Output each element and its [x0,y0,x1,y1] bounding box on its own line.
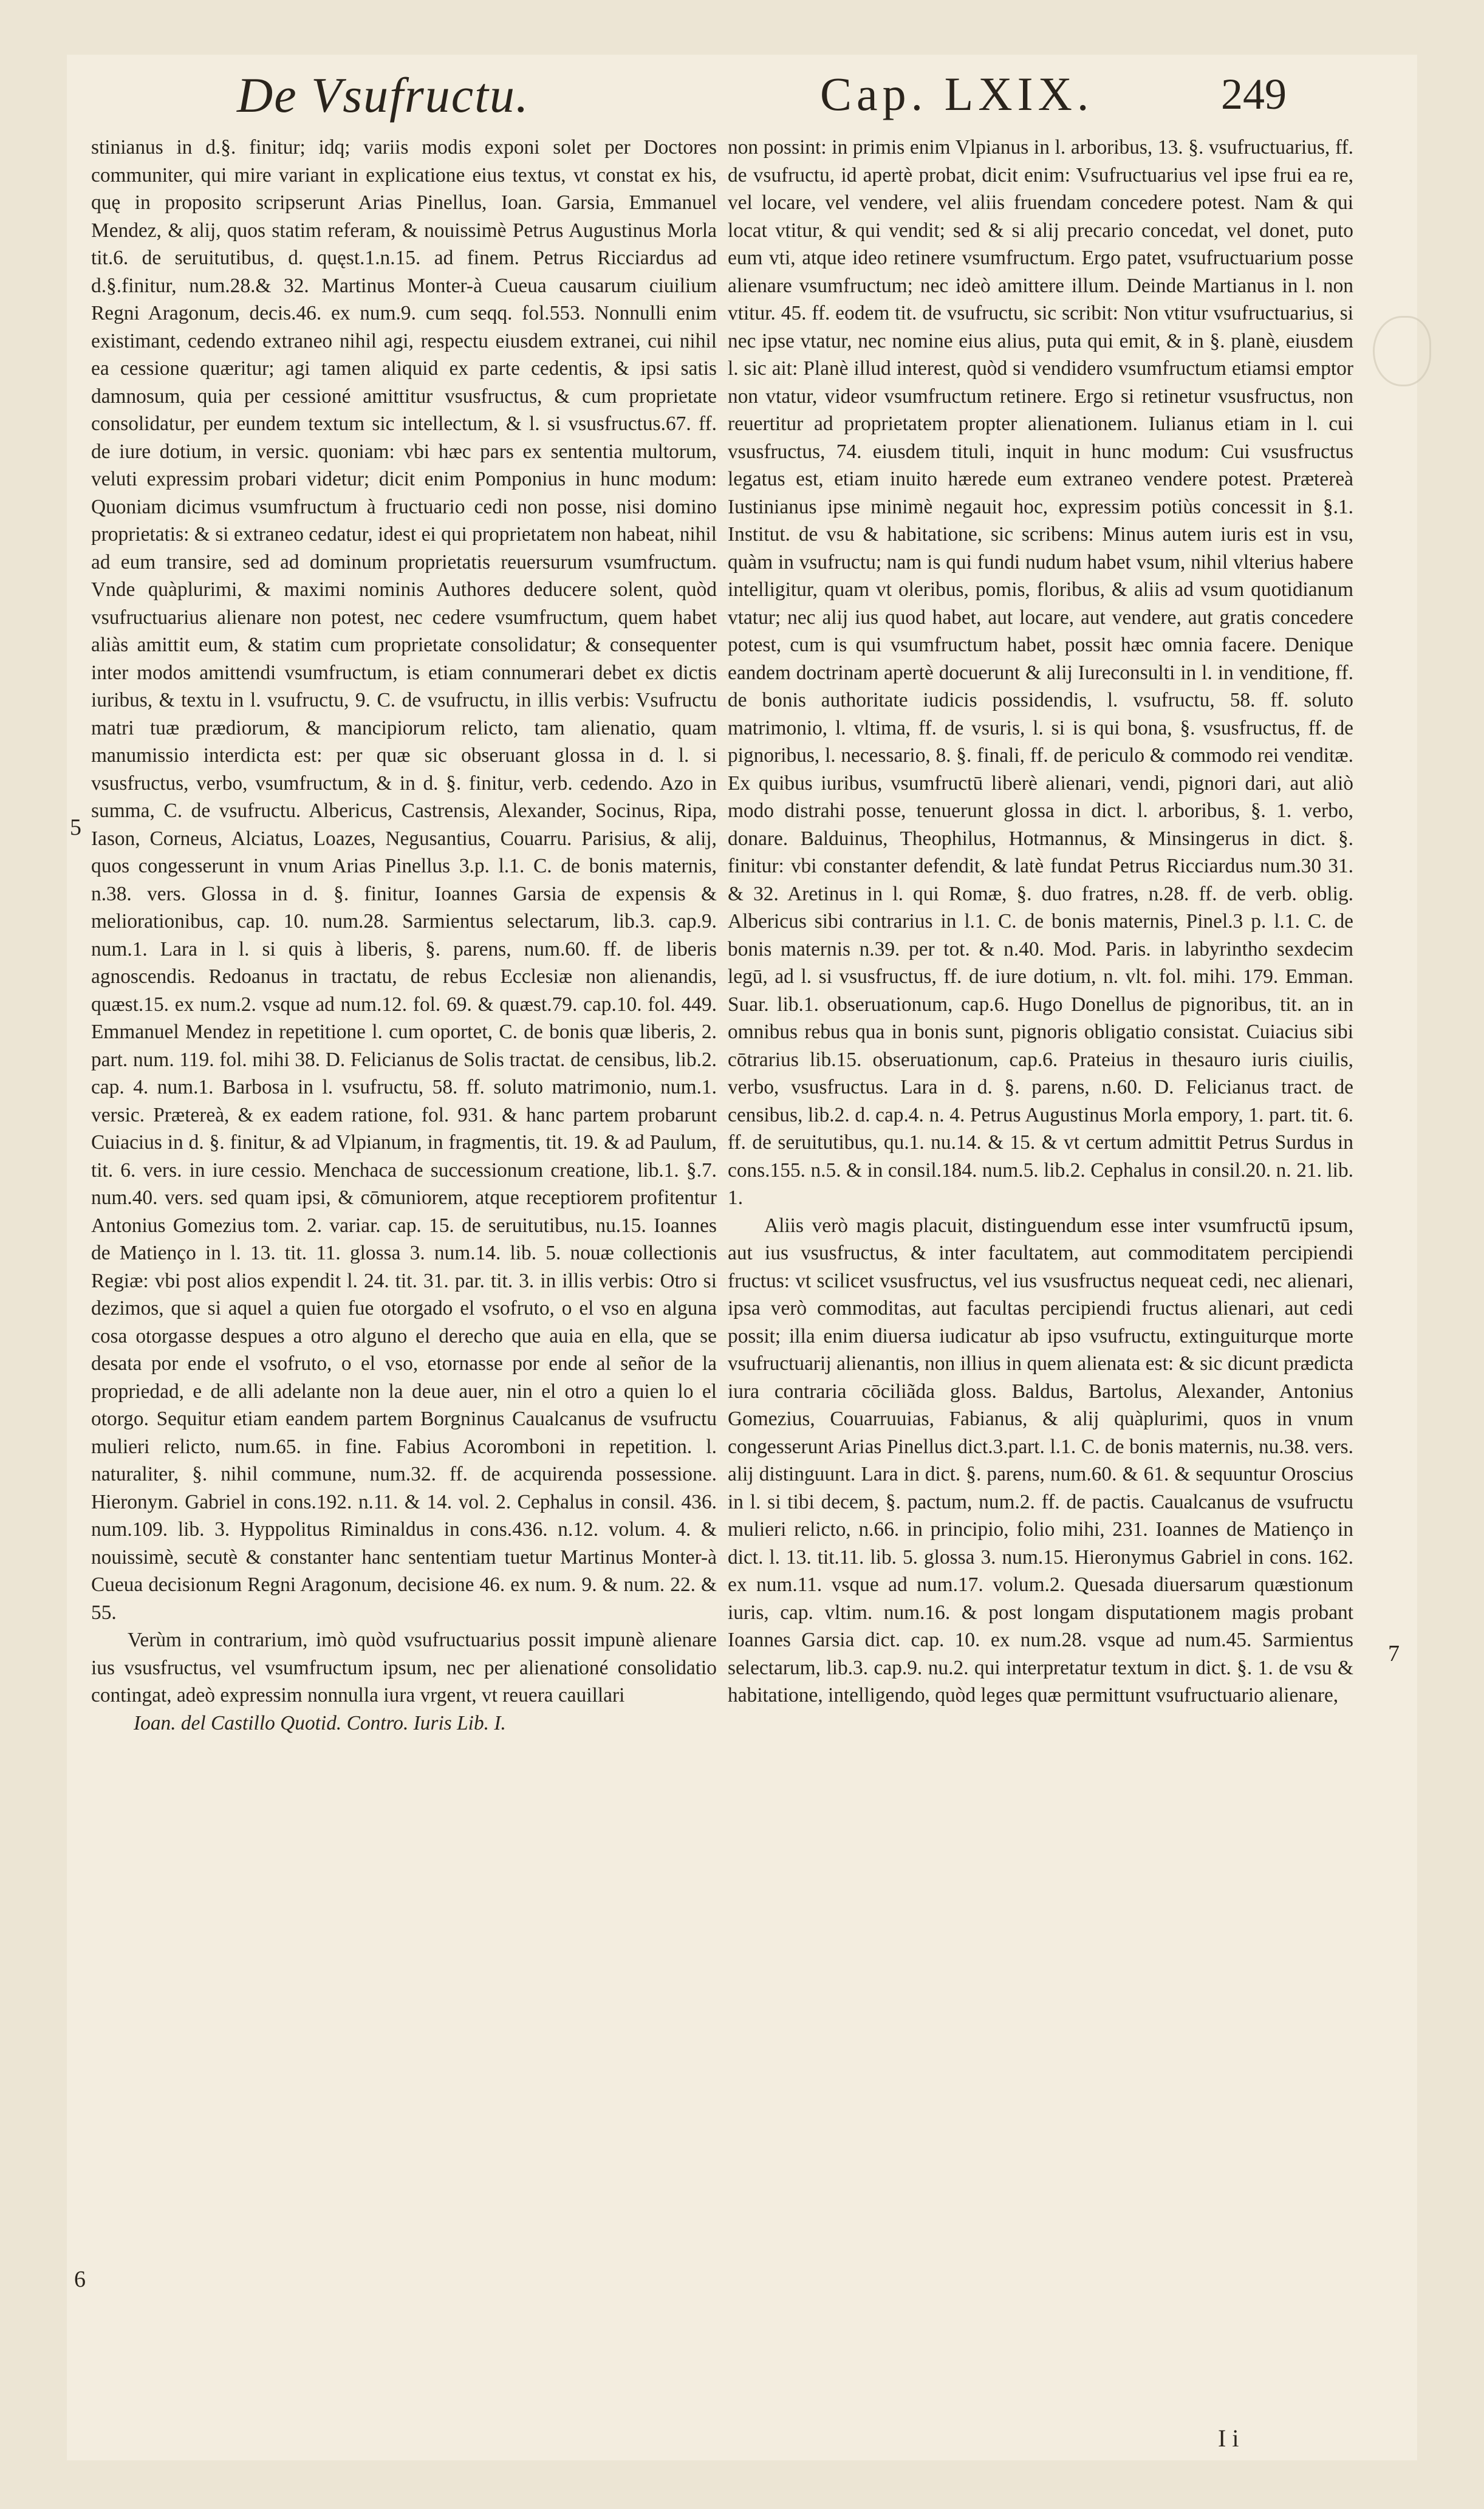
right-paragraph-2: Aliis verò magis placuit, distinguendum esse inter vsumfructū ipsum, aut ius vsusfructus, & inter facultatem, aut commoditatem percipiendi fructus: vt scilicet vsusfructus, vel ius vsusfructus nequeat cedi, nec alienari, ipsa verò commoditas, aut facultas percipiendi fructus alienari, aut cedi possit; illa enim diuersa iudicatur ab ipso vsufructu, extinguiturque morte vsufructuarij alienantis, non illius in quem alienata est: & sic dicunt prædicta iura contraria cōciliãda gloss. Baldus, Bartolus, Alexander, Antonius Gomezius, Couarruuias, Fabianus, & alij quàplurimi, quos in vnum congesserunt Arias Pinellus dict.3.part. l.1. C. de bonis maternis, nu.38. vers. alij distinguunt. Lara in dict. §. parens, num.60. & 61. & sequuntur Oroscius in l. si tibi decem, §. pactum, num.2. ff. de pactis. Caualcanus de vsufructu mulieri relicto, n.66. in principio, folio mihi, 231. Ioannes de Matienço in dict. l. 13. tit.11. lib. 5. glossa 3. num.15. Hieronymus Gabriel in cons. 162. ex num.11. vsque ad num.17. volum.2. Quesada diuersarum quæstionum iuris, cap. vltim. num.16. & post longam disputationem magis probant Ioannes Garsia dict. cap. 10. ex num.28. vsque ad num.45. Sarmientus selectarum, lib.3. cap.9. nu.2. qui interpretatur textum in dict. §. 1. de vsu & habitatione, intelligendo, quòd leges quæ permittunt vsufructuario alienare, [728,1214,1353,1706]
paper-stain [1373,316,1431,386]
header-title: De Vsufructu. [237,67,530,123]
right-column [728,134,1353,2442]
signature-mark: I i [1218,2425,1239,2452]
right-paragraph-1: non possint: in primis enim Vlpianus in l. arboribus, 13. §. vsufructuarius, ff. de vsufructu, id apertè probat, dicit enim: Vsufructuarius vel ipse frui ea re, vel locare, vel vendere, vel aliis fruendam concedere potest. Nam & qui locat vtitur, & qui vendit; sed & si alij precario concedat, vel donet, puto eum vti, atque ideo retinere vsumfructum. Ergo patet, vsufructuarium posse alienare vsumfructum; nec ideò amittere illum. Deinde Martianus in l. non vtitur. 45. ff. eodem tit. de vsufructu, sic scribit: Non vtitur vsufructuarius, si nec ipse vtatur, nec nomine eius alius, puta qui emit, & in §. planè, eiusdem l. sic ait: Planè illud interest, quòd si vendidero vsumfructum etiamsi emptor non vtatur, videor vsumfructum retinere. Ergo si retinetur vsusfructus, non reuertitur ad proprietatem propter alienationem. Iulianus etiam in l. cui vsusfructus, 74. eiusdem tituli, inquit in hunc modum: Cui vsusfructus legatus est, etiam inuito hærede eum extraneo vendere potest. Prætereà Iustinianus ipse minimè negauit hoc, expressim potiùs concessit in §.1. Institut. de vsu & habitatione, sic scribens: Minus autem iuris est in vsu, quàm in vsufructu; nam is qui fundi nudum habet vsum, nihil vlterius habere intelligitur, quam vt oleribus, pomis, floribus, & aliis ad vsum quotidianum vtatur; nec alij ius quod habet, aut locare, aut vendere, aut gratis concedere potest, cum is qui vsumfructum habet, possit hæc omnia facere. Denique eandem doctrinam apertè docuerunt & alij Iureconsulti in l. in venditione, ff. de bonis authoritate iudicis possidendis, l. vsufructu, 58. ff. soluto matrimonio, l. vltima, ff. de vsuris, l. si is qui bona, §. vsusfructus, ff. de pignoribus, l. necessario, 8. §. finali, ff. de periculo & commodo rei venditæ. Ex quibus iuribus, vsumfructū liberè alienari, vendi, pignori dari, aut aliò modo distrahi posse, tenuerunt glossa in dict. l. arboribus, §. 1. verbo, donare. Balduinus, Theophilus, Hotmannus, & Minsingerus in dict. §. finitur: vbi constanter defendit, & latè fundat Petrus Ricciardus num.30 31. & 32. Aretinus in l. qui Romæ, §. duo fratres, n.28. ff. de verb. oblig. Albericus sibi contrarius in l.1. C. de bonis maternis, Pinel.3 p. l.1. C. de bonis maternis n.39. per tot. & n.40. Mod. Paris. in labyrintho sexdecim legū, ad l. si vsusfructus, ff. de iure dotium, n. vlt. fol. mihi. 179. Emman. Suar. lib.1. obseruationum, cap.6. Hugo Donellus de pignoribus, tit. an in omnibus rebus qua in bonis sunt, pignoris obligatio consistat. Cuiacius sibi cōtrarius lib.15. obseruationum, cap.6. Prateius in thesauro iuris ciuilis, verbo, vsusfructus. Lara in d. §. parens, n.60. D. Felicianus tract. de censibus, lib.2. d. cap.4. n. 4. Petrus Augustinus Morla empory, 1. part. tit. 6. ff. de seruitutibus, qu.1. nu.14. & 15. & vt certum admittit Petrus Surdus in cons.155. n.5. & in consil.184. num.5. lib.2. Cephalus in consil.20. n. 21. lib. 1. [728,136,1353,1209]
left-footer: Ioan. del Castillo Quotid. Contro. Iuris Lib. I. [134,1711,506,1734]
left-column [91,134,717,2442]
margin-number-6: 6 [74,2267,86,2292]
page-number: 249 [1221,70,1287,118]
left-paragraph-2: Verùm in contrarium, imò quòd vsufructuarius possit impunè alienare ius vsusfructus, vel vsumfructum ipsum, nec per alienationé consolidatio contingat, adeò expressim nonnulla iura vrgent, vt reuera cauillari [91,1629,717,1706]
running-header [67,55,1417,134]
margin-number-5: 5 [70,815,81,840]
left-paragraph-1: stinianus in d.§. finitur; idq; variis modis exponi solet per Doctores communiter, qui mire variant in explicatione eius textus, vt constat ex his, quę in proposito scripserunt Arias Pinellus, Ioan. Garsia, Emmanuel Mendez, & alij, quos statim referam, & nouissimè Petrus Augustinus Morla tit.6. de seruitutibus, d. quęst.1.n.15. ad finem. Petrus Ricciardus ad d.§.finitur, num.28.& 32. Martinus Monter-à Cueua causarum ciuilium Regni Aragonum, decis.46. ex num.9. cum seqq. fol.553. Nonnulli enim existimant, cedendo extraneo nihil agi, respectu eiusdem extranei, cui nihil ea cessione quæritur; agi tamen aliquid ex parte cedentis, & ipsi satis damnosum, quia per cessioné amittitur vsusfructus, & cum proprietate consolidatur, per eundem textum sic intellectum, & l. si vsusfructus.67. ff. de iure dotium, in versic. quoniam: vbi hæc pars ex sententia multorum, veluti expressim probari videtur; dicit enim Pomponius in hunc modum: Quoniam dicimus vsumfructum à fructuario cedi non posse, nisi domino proprietatis: & si extraneo cedatur, idest ei qui proprietatem non habeat, nihil ad eum transire, sed ad dominum proprietatis reuersurum vsumfructum. Vnde quàplurimi, & maximi nominis Authores deducere solent, quòd vsufructuarius alienare non potest, nec cedere vsumfructum, quem habet aliàs amittit eum, & statim cum proprietate consolidatur; & consequenter inter modos amittendi vsumfructum, is etiam connumerari debet ex dictis iuribus, & textu in l. vsufructu, 9. C. de vsufructu, in illis verbis: Vsufructu matri tuæ prædiorum, & mancipiorum relicto, tam alienatio, quam manumissio interdicta est: per quæ sic obseruant glossa in d. l. si vsusfructus, verbo, vsumfructum, & in d. §. finitur, verb. cedendo. Azo in summa, C. de vsufructu. Albericus, Castrensis, Alexander, Socinus, Ripa, Iason, Corneus, Alciatus, Loazes, Negusantius, Couarru. Parisius, & alij, quos congesserunt in vnum Arias Pinellus 3.p. l.1. C. de bonis maternis, n.38. vers. Glossa in d. §. finitur, Ioannes Garsia de expensis & meliorationibus, cap. 10. num.28. Sarmientus selectarum, lib.3. cap.9. num.1. Lara in l. si quis à liberis, §. parens, num.60. ff. de liberis agnoscendis. Redoanus in tractatu, de rebus Ecclesiæ non alienandis, quæst.15. ex num.2. vsque ad num.12. fol. 69. & quæst.79. cap.10. fol. 449. Emmanuel Mendez in repetitione l. cum oportet, C. de bonis quæ liberis, 2. part. num. 119. fol. mihi 38. D. Felicianus de Solis tractat. de censibus, lib.2. cap. 4. num.1. Barbosa in l. vsufructu, 58. ff. soluto matrimonio, num.1. versic. Prætereà, & ex eadem ratione, fol. 931. & hanc partem probarunt Cuiacius in d. §. finitur, & ad Vlpianum, in fragmentis, tit. 19. & ad Paulum, tit. 6. vers. in iure cessio. Menchaca de successionum creatione, lib.1. §.7. num.40. vers. sed quam ipsi, & cōmuniorem, atque receptiorem profitentur Antonius Gomezius tom. 2. variar. cap. 15. de seruitutibus, nu.15. Ioannes de Matienço in l. 13. tit. 11. glossa 3. num.14. lib. 5. nouæ collectionis Regiæ: vbi post alios expendit l. 24. tit. 31. par. tit. 3. in illis verbis: Otro si dezimos, que si aquel a quien fue otorgado el vsofruto, o el vso en alguna cosa otorgasse despues a otro alguno el derecho que auia en ella, que se desata por ende el vsofruto, o el vso, etornasse por ende al señor de la propriedad, e de alli adelante non la deue auer, nin el otro a quien lo el otorgo. Sequitur etiam eandem partem Borgninus Caualcanus de vsufructu mulieri relicto, num.65. in fine. Fabius Acoromboni in repetition. l. naturaliter, §. nihil commune, num.32. ff. de acquirenda possessione. Hieronym. Gabriel in cons.192. n.11. & 14. vol. 2. Cephalus in consil. 436. num.109. lib. 3. Hyppolitus Riminaldus in cons.436. n.12. volum. 4. & nouissimè, secutè & constanter hanc sententiam tuetur Martinus Monter-à Cueua decisionum Regni Aragonum, decisione 46. ex num. 9. & num. 22. & 55. [91,136,717,1624]
book-page [67,55,1417,2460]
header-chapter: Cap. LXIX. [820,67,1094,120]
margin-number-7: 7 [1388,1641,1400,1666]
